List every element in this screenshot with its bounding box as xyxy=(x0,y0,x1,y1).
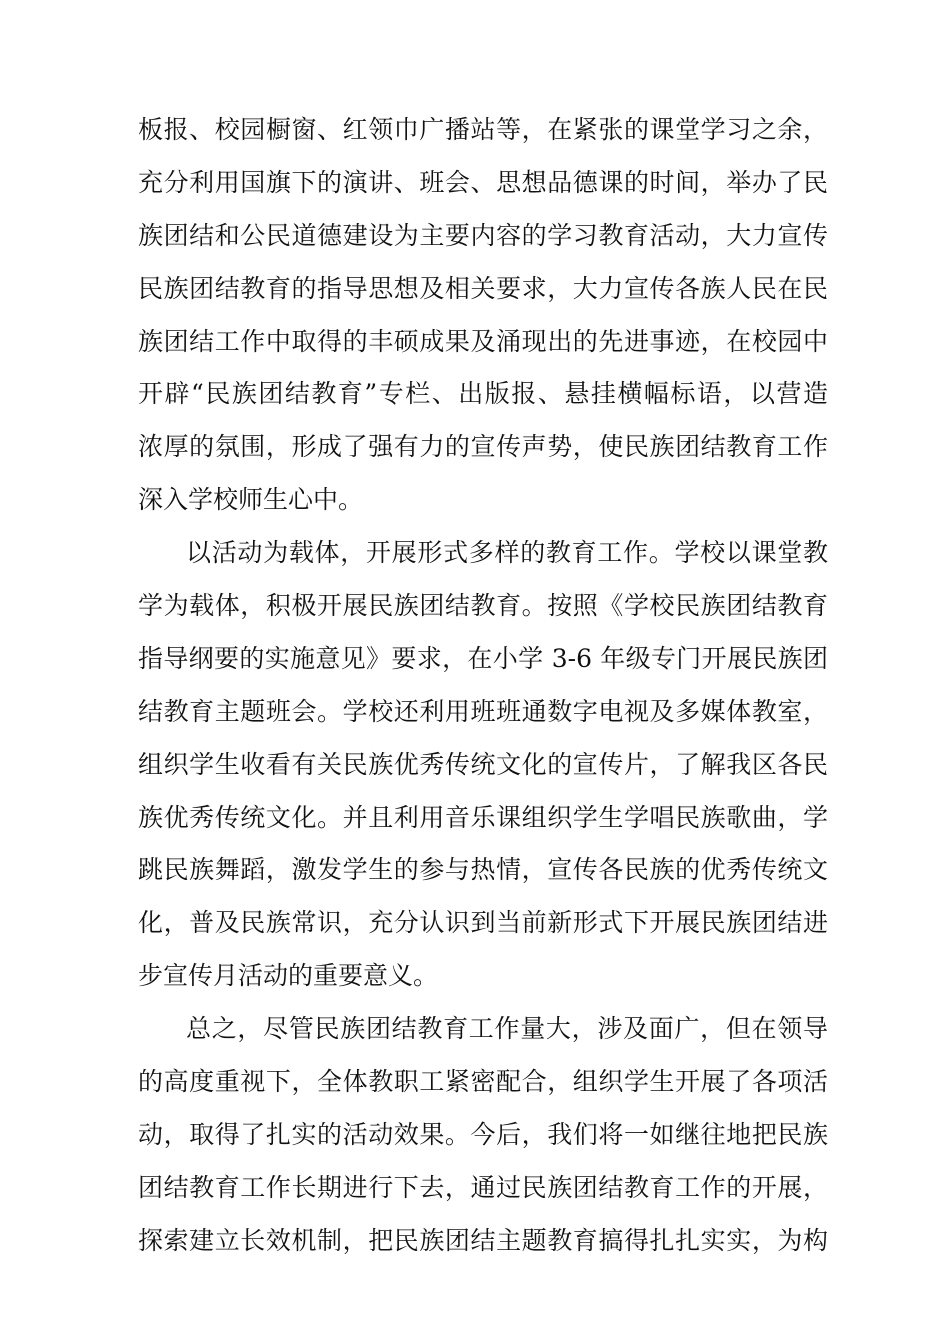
text-line: 民族团结教育的指导思想及相关要求，大力宣传各族人民在民 xyxy=(138,273,828,303)
text-line: 步宣传月活动的重要意义。 xyxy=(138,961,439,991)
paragraph xyxy=(138,104,828,527)
text-line: 板报、校园橱窗、红领巾广播站等，在紧张的课堂学习之余， xyxy=(138,115,828,144)
text-line: 化，普及民族常识，充分认识到当前新形式下开展民族团结进 xyxy=(138,908,828,938)
text-line: 浓厚的氛围，形成了强有力的宣传声势，使民族团结教育工作 xyxy=(138,432,828,462)
text-line: 跳民族舞蹈，激发学生的参与热情，宣传各民族的优秀传统文 xyxy=(138,855,828,885)
text-line: 的高度重视下，全体教职工紧密配合，组织学生开展了各项活 xyxy=(138,1067,828,1097)
text-line: 团结教育工作长期进行下去，通过民族团结教育工作的开展， xyxy=(138,1172,828,1202)
text-line: 开辟“民族团结教育”专栏、出版报、悬挂横幅标语，以营造 xyxy=(138,379,828,409)
text-line: 组织学生收看有关民族优秀传统文化的宣传片，了解我区各民 xyxy=(138,749,828,779)
text-line: 探索建立长效机制，把民族团结主题教育搞得扎扎实实，为构 xyxy=(138,1225,828,1255)
paragraph xyxy=(138,1003,828,1267)
text-line: 结教育主题班会。学校还利用班班通数字电视及多媒体教室， xyxy=(138,696,828,726)
text-line: 学为载体，积极开展民族团结教育。按照《学校民族团结教育 xyxy=(138,591,828,621)
text-line: 总之，尽管民族团结教育工作量大，涉及面广，但在领导 xyxy=(186,1014,828,1044)
text-line: 族团结工作中取得的丰硕成果及涌现出的先进事迹，在校园中 xyxy=(138,326,828,356)
text-line: 以活动为载体，开展形式多样的教育工作。学校以课堂教 xyxy=(186,538,828,568)
text-line: 深入学校师生心中。 xyxy=(138,485,364,515)
text-line: 族优秀传统文化。并且利用音乐课组织学生学唱民族歌曲，学 xyxy=(138,802,828,832)
paragraph xyxy=(138,527,828,1003)
document-body xyxy=(138,104,828,1268)
text-line: 动，取得了扎实的活动效果。今后，我们将一如继往地把民族 xyxy=(138,1119,828,1149)
text-line: 指导纲要的实施意见》要求，在小学 3-6 年级专门开展民族团 xyxy=(138,643,828,673)
text-line: 充分利用国旗下的演讲、班会、思想品德课的时间，举办了民 xyxy=(138,167,828,197)
text-line: 族团结和公民道德建设为主要内容的学习教育活动，大力宣传 xyxy=(138,220,828,250)
